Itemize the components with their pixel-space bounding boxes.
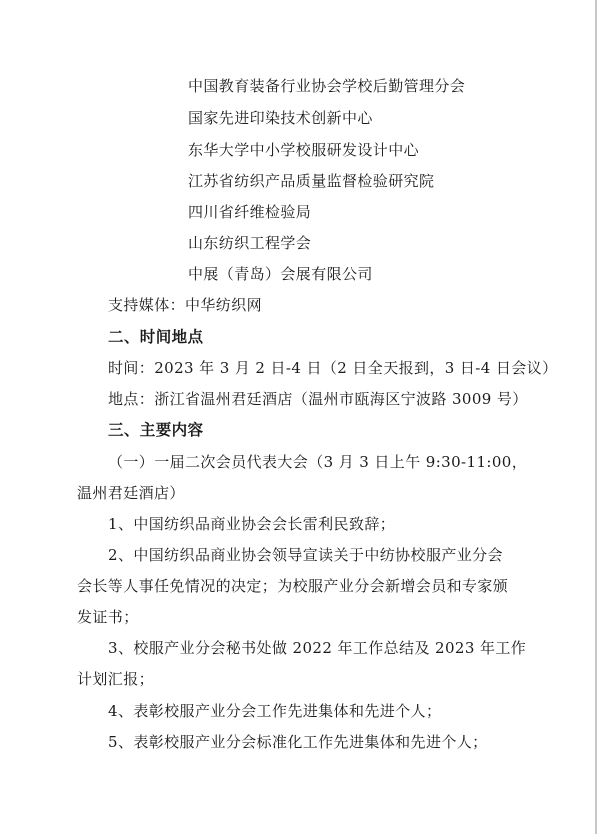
agenda-item: 5、表彰校服产业分会标准化工作先进集体和先进个人； <box>108 733 488 751</box>
agenda-item: 1、中国纺织品商业协会会长雷利民致辞； <box>108 515 396 533</box>
agenda-item: 3、校服产业分会秘书处做 2022 年工作总结及 2023 年工作 <box>108 639 527 657</box>
support-media: 支持媒体：中华纺织网 <box>108 296 263 314</box>
agenda-item-cont: 计划汇报； <box>77 670 155 688</box>
agenda-item: 4、表彰校服产业分会工作先进集体和先进个人； <box>108 702 442 720</box>
organizer-line: 中展（青岛）会展有限公司 <box>188 265 373 283</box>
section-heading-time-place: 二、时间地点 <box>108 328 204 346</box>
organizer-line: 东华大学中小学校服研发设计中心 <box>188 141 420 159</box>
agenda-item: 2、中国纺织品商业协会领导宣读关于中纺协校服产业分会 <box>108 546 503 564</box>
subsection-title: （一）一届二次会员代表大会（3 月 3 日上午 9:30-11:00， <box>108 453 528 471</box>
place-text: 地点：浙江省温州君廷酒店（温州市瓯海区宁波路 3009 号） <box>108 390 528 408</box>
organizer-line: 中国教育装备行业协会学校后勤管理分会 <box>188 77 466 95</box>
section-heading-main-content: 三、主要内容 <box>108 421 204 439</box>
subsection-title-cont: 温州君廷酒店） <box>77 484 185 502</box>
organizer-line: 四川省纤维检验局 <box>188 203 312 221</box>
agenda-item-cont: 发证书； <box>77 608 139 626</box>
agenda-item-cont: 会长等人事任免情况的决定；为校服产业分会新增会员和专家颁 <box>77 577 509 595</box>
organizer-line: 国家先进印染技术创新中心 <box>188 109 373 127</box>
organizer-line: 山东纺织工程学会 <box>188 234 312 252</box>
time-text: 时间：2023 年 3 月 2 日-4 日（2 日全天报到，3 日-4 日会议） <box>108 359 558 377</box>
organizer-line: 江苏省纺织产品质量监督检验研究院 <box>188 172 435 190</box>
